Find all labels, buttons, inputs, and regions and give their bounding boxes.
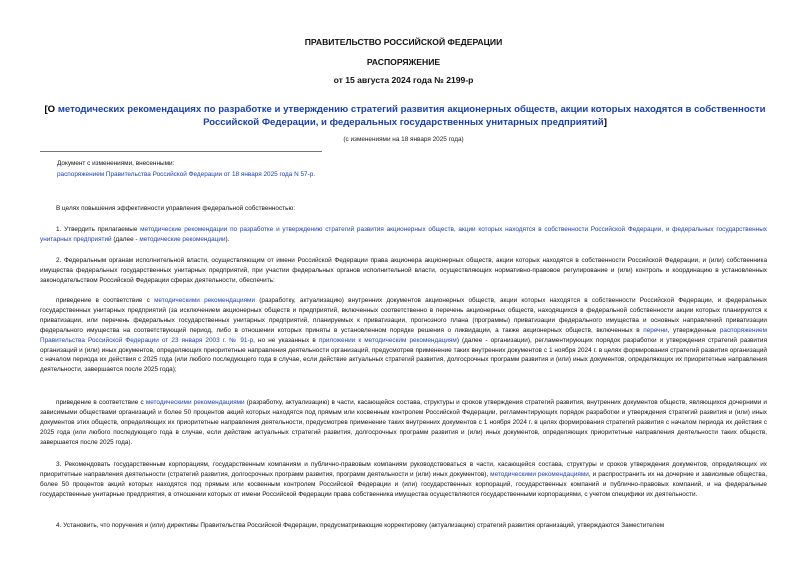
paragraph-5-text: 3. Рекомендовать государственным корпорациям, государственным компаниям и публично-правовым компаниям руководствоваться в части, касающейся состава, структуры и сроков утверждения документов, определяющих их приоритетные направления деятельности (стратегий развития, долгосрочных программ развития, программ деятельности и (или) иных документов), [40, 461, 767, 478]
paragraph-3-text: приведение в соответствие с [56, 297, 155, 304]
order-91r-link[interactable]: распоряжением Правительства Российской Федерации от 23 января 2003 г. № 91-р [40, 326, 767, 344]
lists-link[interactable]: перечни [643, 326, 668, 334]
date-number-heading: от 15 августа 2024 года № 2199-р [333, 75, 474, 85]
paragraph-1-text: (далее - [111, 235, 140, 243]
title-close-bracket: ] [603, 117, 607, 128]
paragraph-5-text: , и распространить их на дочерние и зависимые общества, более 50 процентов акций которых находятся под прямым или косвенным контролем Российской Федерации и (или) государственных корпораций, государственных компаний и публично-правовых компаний, и на федеральные государственные унитарные предприятия, в отношении которых от имени Российской Федерации права собственника имущества осуществляются государственными корпорациями, с учетом специфики их деятельности. [40, 470, 767, 498]
amendments-label: Документ с изменениями, внесенными: [57, 160, 175, 167]
paragraph-1-text: 1. Утвердить прилагаемые [56, 226, 141, 233]
paragraph-3-text: , но не указанных в [253, 336, 319, 344]
title-link[interactable]: методических рекомендациях по разработке и утверждению стратегий развития акционерных обществ, акции которых находятся в собственности Российской Федерации, и федеральных государственных унитарных предприятий [57, 104, 766, 128]
paragraph-4-text: приведение в соответствие с [56, 399, 146, 406]
government-heading: ПРАВИТЕЛЬСТВО РОССИЙСКОЙ ФЕДЕРАЦИИ [304, 37, 503, 47]
document-title [40, 103, 770, 129]
paragraph-4 [40, 398, 767, 448]
methodical-recommendations-link[interactable]: методические рекомендации по разработке и утверждению стратегий развития акционерных обществ, акции которых находятся в собственности Российской Федерации, и федеральных государственных унитарных предприятий [40, 226, 767, 243]
divider [40, 151, 322, 152]
methodical-recommendations-link[interactable]: методическими рекомендациями [490, 470, 589, 478]
paragraph-1 [40, 225, 767, 245]
amendments-box [57, 158, 315, 180]
paragraph-2: 2. Федеральным органам исполнительной власти, осуществляющим от имени Российской Федерации права акционера акционерных обществ, акции которых находятся в собственности Российской Федерации, и (или) собственника имущества федеральных государственных унитарных предприятий, при участии федеральных органов исполнительной власти, осуществляющих нормативно-правовое регулирование и (или) контроль и координацию в установленных законодательством Российской Федерации сферах деятельности, обеспечить: [40, 257, 767, 284]
appendix-link[interactable]: приложении к методическим рекомендациям [318, 336, 457, 344]
document-type-heading: РАСПОРЯЖЕНИЕ [366, 57, 441, 67]
paragraph-3-text: (разработку, актуализацию) внутренних документов акционерных обществ, акции которых находятся в собственности Российской Федерации, и федеральных государственных унитарных предприятий (за исключением акционерных обществ и предприятий, включенных соответственно в перечень акционерных обществ, находящихся в федеральной собственности акции которых планируются к приватизации, или перечень федеральных государственных унитарных предприятий, планируемых к приватизации, прогнозного плана (программы) приватизации федерального имущества и основных направлений приватизации федерального имущества на соответствующий период, либо в отношении которых приняты в установленном порядке решения о ликвидации, а также акционерных обществ, включенных в [40, 297, 767, 334]
methodical-recommendations-link[interactable]: методические рекомендации [139, 235, 226, 243]
title-open-bracket: [О [44, 104, 58, 115]
paragraph-5 [40, 460, 767, 500]
changes-note: (с изменениями на 18 января 2025 года) [343, 136, 464, 143]
paragraph-1-text: ). [225, 235, 230, 243]
paragraph-6: 4. Установить, что поручения и (или) директивы Правительства Российской Федерации, предусматривающие корректировку (актуализацию) стратегий развития организаций, утверждаются Заместителем [56, 522, 665, 529]
amendments-link[interactable]: распоряжением Правительства Российской Федерации от 18 января 2025 года N 57-р. [57, 171, 316, 178]
paragraph-3-text: , утвержденные [667, 326, 720, 334]
methodical-recommendations-link[interactable]: методическими рекомендациями [154, 297, 256, 304]
paragraph-4-text: (разработку, актуализацию) в части, касающейся состава, структуры и сроков утверждения стратегий развития, внутренних документов обществ, являющихся дочерними и зависимыми обществами организаций и более 50 процентов акций которых находятся под прямым или косвенным контролем Российской Федерации, регламентирующих порядок разработки и утверждения стратегий развития и (или) иных документов этих обществ, определяющих их приоритетные направления деятельности, предусмотрев применение таких внутренних документов с 1 ноября 2024 г. в целях формирования стратегий развития с началом периода их действия с 2025 года (или любого последующего года в случае, если действие актуальных стратегий развития, долгосрочных программ развития и (или) иных документов, определяющих приоритетные направления деятельности таких обществ, завершается после 2025 года). [40, 399, 767, 446]
paragraph-3 [40, 296, 767, 375]
methodical-recommendations-link[interactable]: методическими рекомендациями [145, 399, 245, 406]
paragraph-intro: В целях повышения эффективности управления федеральной собственностью: [56, 205, 296, 212]
paragraph-3-text: ) (далее - организации), регламентирующих порядок разработки и утверждения стратегий развития организаций и (или) иных документов, определяющих приоритетные направления деятельности организаций, предусмотрев применение таких внутренних документов с 1 ноября 2024 г. в целях формирования стратегий развития организаций с началом периода их действия с 2025 года (или любого последующего года в случае, если действие актуальных стратегий развития, долгосрочных программ развития и (или) иных документов, определяющих их приоритетные направления деятельности, завершается после 2025 года); [40, 336, 767, 374]
